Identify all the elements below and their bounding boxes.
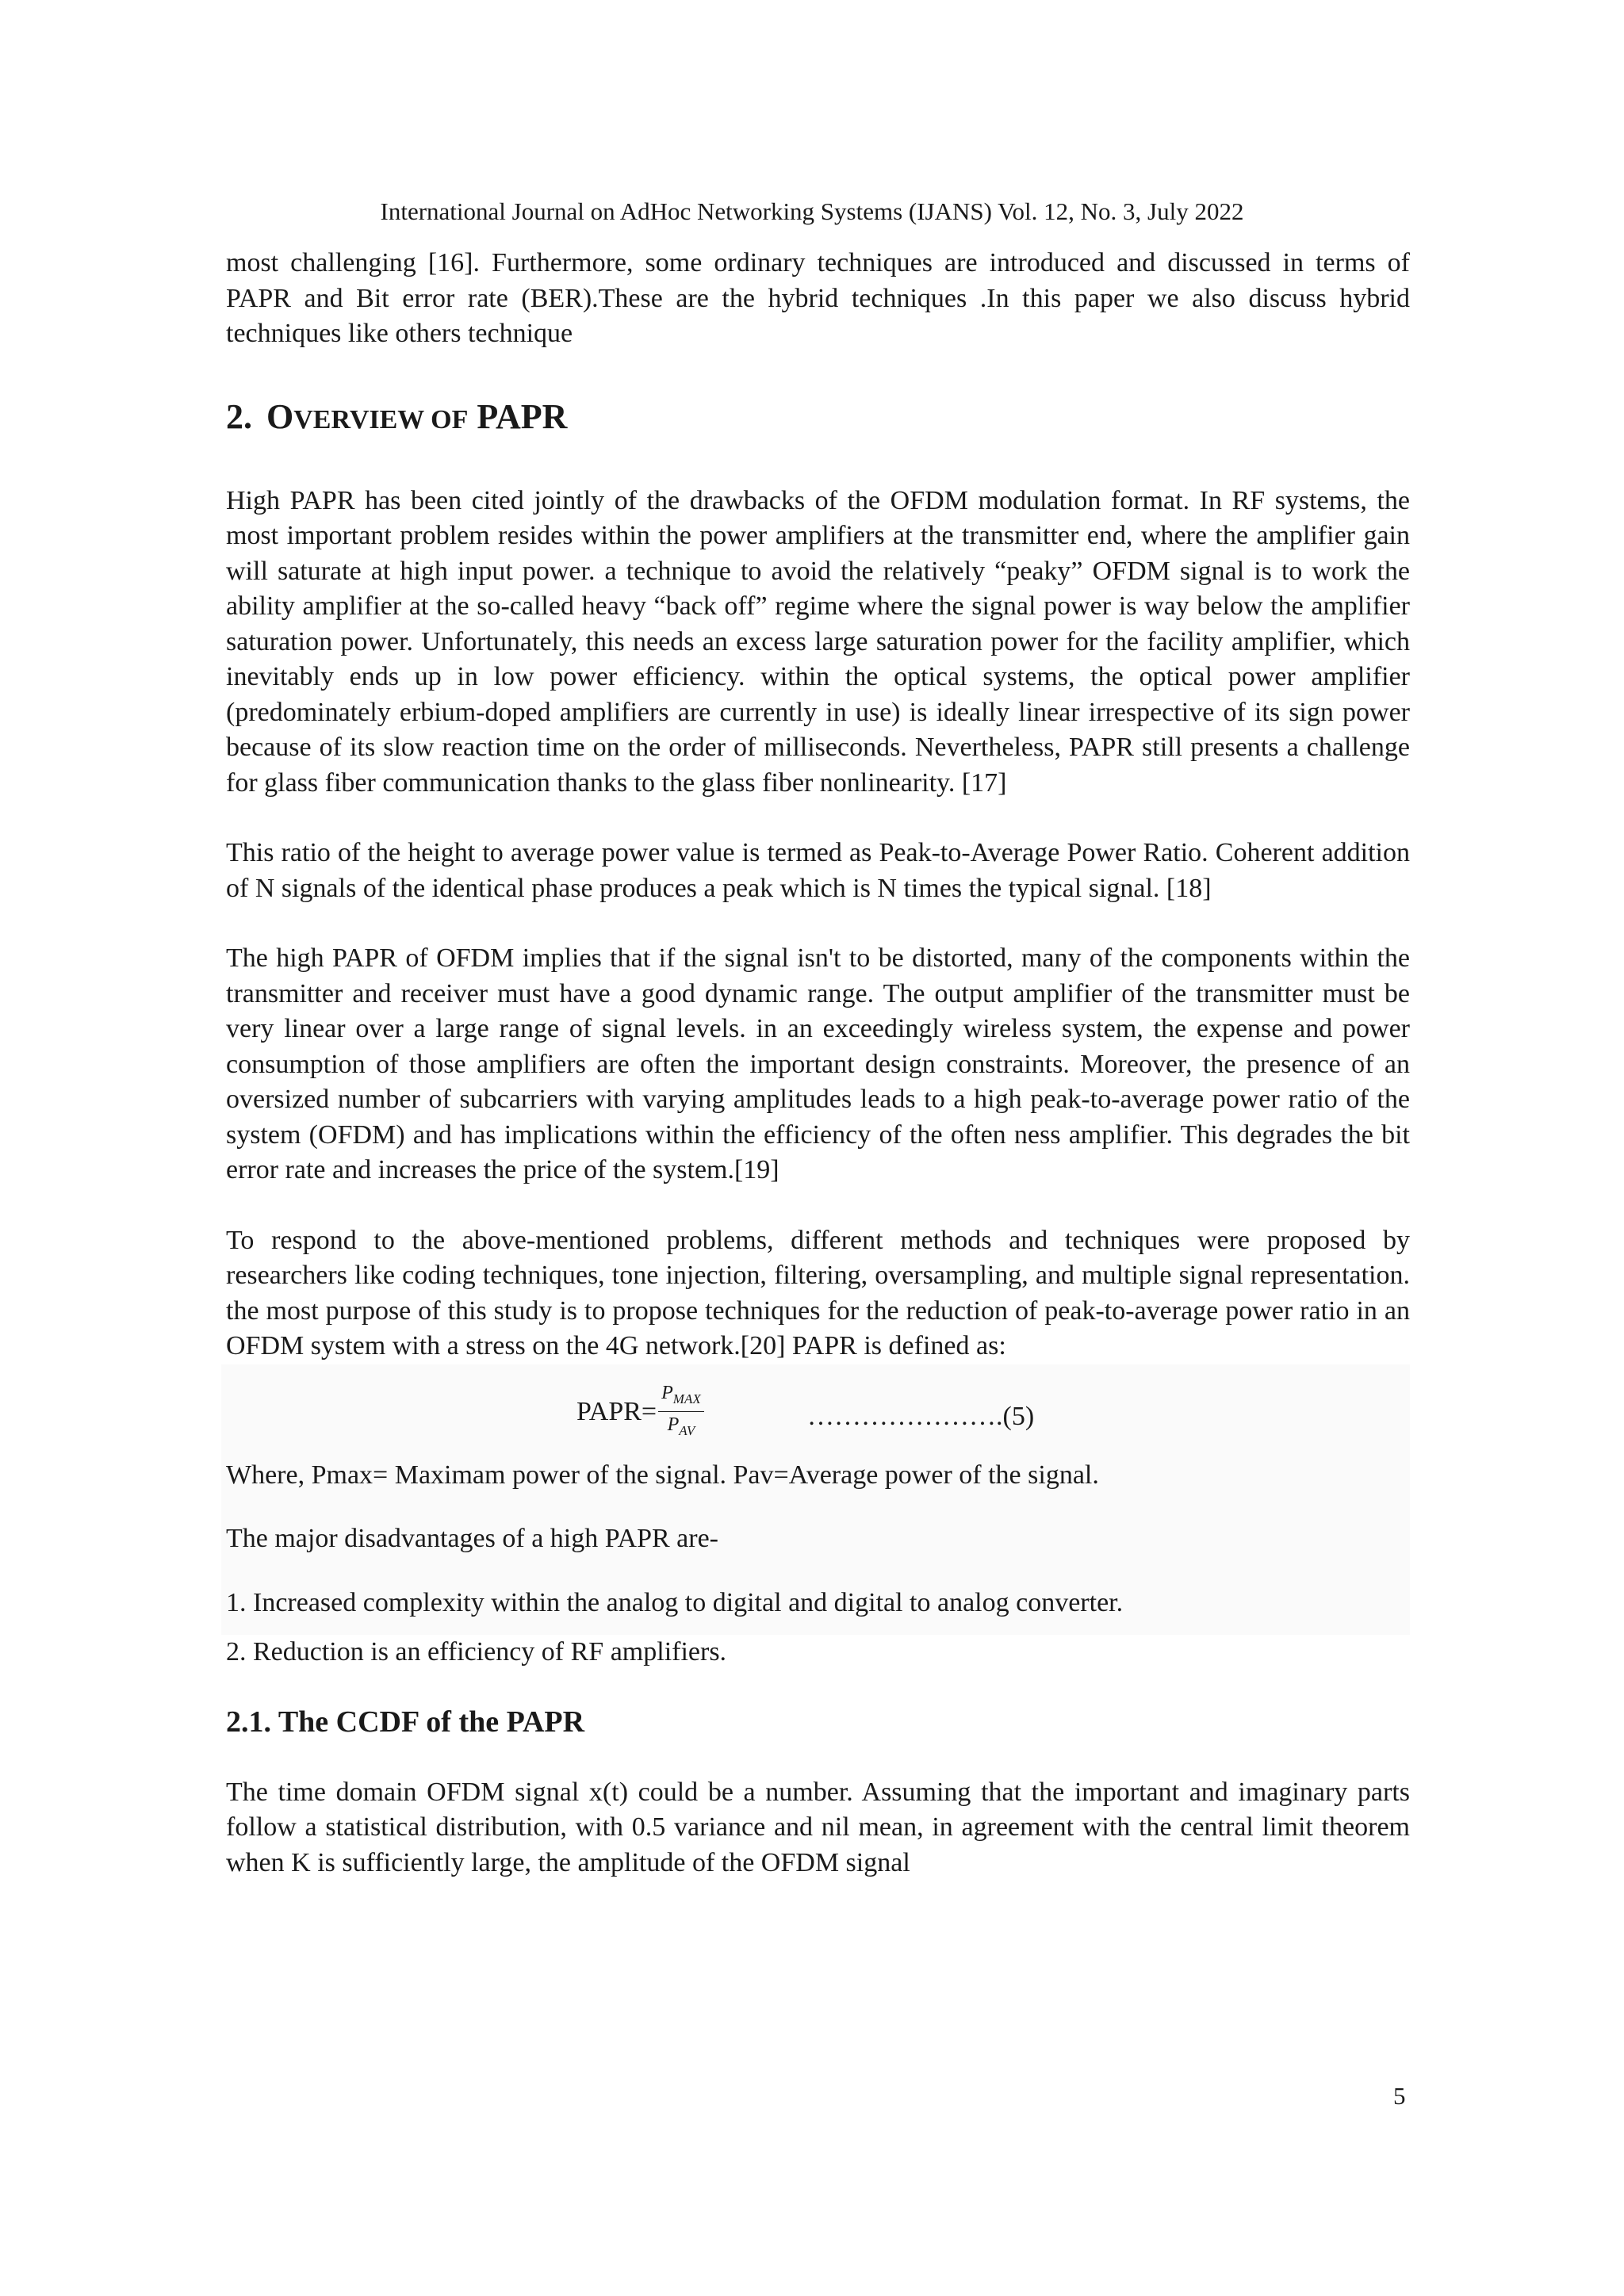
paragraph: High PAPR has been cited jointly of the drawbacks of the OFDM modulation format. In RF systems, the most important problem resides within the power amplifiers at the transmitter end, where the amplifier gain will saturate at high input power. a technique to avoid the relatively “peaky” OFDM signal is to work the ability amplifier at the so-called heavy “back off” regime where the signal power is way below the amplifier saturation power. Unfortunately, this needs an excess large saturation power for the facility amplifier, which inevitably ends up in low power efficiency. within the optical systems, the optical power amplifier (predominately erbium-doped amplifiers are currently in use) is ideally linear irrespective of its sign power because of its slow reaction time on the order of milliseconds. Nevertheless, PAPR still presents a challenge for glass fiber communication thanks to the glass fiber nonlinearity. [17]: [226, 485, 1410, 798]
intro-paragraph: most challenging [16]. Furthermore, some ordinary techniques are introduced and discussed in terms of PAPR and Bit error rate (BER).These are the hybrid techniques .In this paper we also discuss hybrid techniques like others technique: [226, 248, 1410, 348]
paragraph: The time domain OFDM signal x(t) could be a number. Assuming that the important and imaginary parts follow a statistical distribution, with 0.5 variance and nil mean, in agreement with the central limit theorem when K is sufficiently large, the amplitude of the OFDM signal: [226, 1777, 1410, 1877]
list-item: 2. Reduction is an efficiency of RF amplifiers.: [226, 1637, 727, 1667]
papr-formula: [576, 1382, 704, 1443]
formula-lhs: PAPR=: [576, 1396, 657, 1426]
paragraph: This ratio of the height to average power value is termed as Peak-to-Average Power Ratio. Coherent addition of N signals of the identical phase produces a peak which is N times the typical signal. [18]: [226, 838, 1410, 903]
formula-numerator: $P_{MAX}$: [658, 1382, 704, 1413]
section-title-initial: O: [266, 396, 294, 436]
equation-block: [221, 1364, 1410, 1636]
page-body: [226, 246, 1410, 1881]
list-item: 1. Increased complexity within the analog to digital and digital to analog converter.: [226, 1587, 1124, 1617]
section-title-acronym: PAPR: [477, 396, 568, 436]
equation-number: ………………….(5): [807, 1401, 1035, 1431]
disadvantages-intro: The major disadvantages of a high PAPR are-: [226, 1524, 718, 1553]
paragraph: To respond to the above-mentioned problems, different methods and techniques were proposed by researchers like coding techniques, tone injection, filtering, oversampling, and multiple signal representation. the most purpose of this study is to propose techniques for the reduction of peak-to-average power ratio in an OFDM system with a stress on the 4G network.[20] PAPR is defined as:: [226, 1225, 1410, 1360]
section-heading: [226, 395, 1410, 442]
page-number: 5: [1393, 2082, 1406, 2110]
running-header: International Journal on AdHoc Networking Systems (IJANS) Vol. 12, No. 3, July 2022: [380, 197, 1244, 225]
where-line: Where, Pmax= Maximam power of the signal. Pav=Average power of the signal.: [226, 1460, 1099, 1490]
formula-fraction: [658, 1382, 704, 1443]
section-title-smallcaps: VERVIEW OF: [293, 404, 469, 434]
paragraph: The high PAPR of OFDM implies that if the signal isn't to be distorted, many of the components within the transmitter and receiver must have a good dynamic range. The output amplifier of the transmitter must be very linear over a large range of signal levels. in an exceedingly wireless system, the expense and power consumption of those amplifiers are often the important design constraints. Moreover, the presence of an oversized number of subcarriers with varying amplitudes leads to a high peak-to-average power ratio of the system (OFDM) and has implications within the efficiency of the often ness amplifier. This degrades the bit error rate and increases the price of the system.[19]: [226, 943, 1410, 1184]
formula-denominator: $P_{AV}$: [667, 1414, 695, 1439]
section-number: 2.: [226, 396, 252, 436]
equation: [226, 1364, 1410, 1458]
subsection-heading: 2.1. The CCDF of the PAPR: [226, 1705, 585, 1739]
